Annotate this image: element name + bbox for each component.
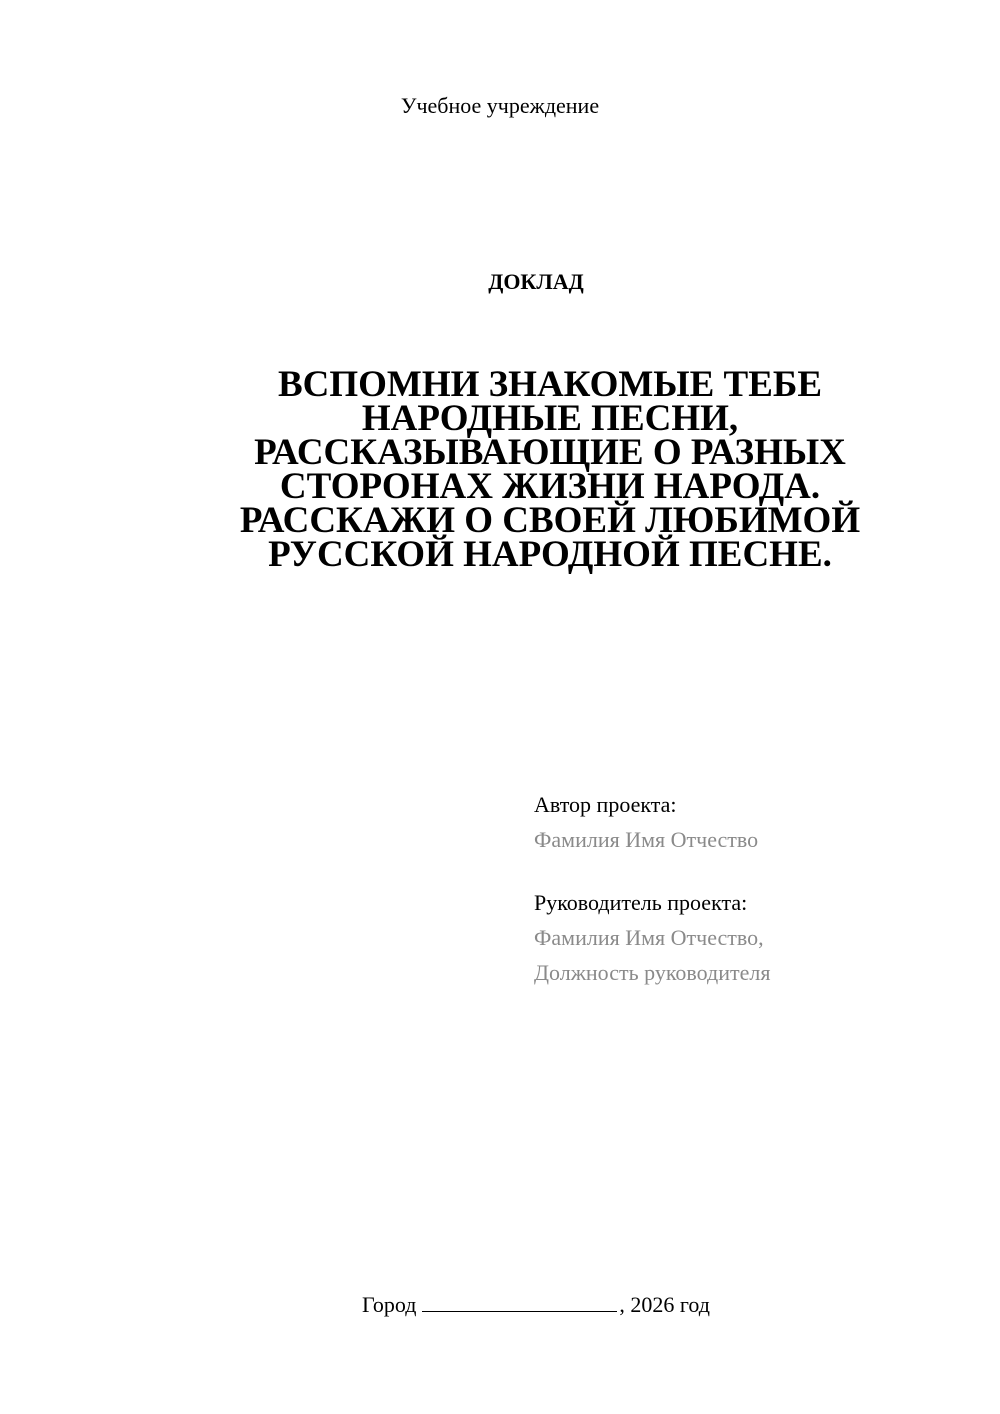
city-year-line: [0, 1290, 1000, 1320]
supervisor-name: Фамилия Имя Отчество,: [534, 925, 764, 950]
title-line: ВСПОМНИ ЗНАКОМЫЕ ТЕБЕ: [277, 364, 823, 405]
supervisor-position: Должность руководителя: [534, 960, 771, 985]
city-label: Город: [362, 1292, 417, 1317]
title-line: РАССКАЖИ О СВОЕЙ ЛЮБИМОЙ: [239, 500, 861, 541]
city-blank-line: [422, 1290, 617, 1312]
document-type: ДОКЛАД: [488, 269, 584, 294]
document-title: [140, 364, 960, 575]
supervisor-label: Руководитель проекта:: [534, 890, 748, 915]
title-line: РАССКАЗЫВАЮЩИЕ О РАЗНЫХ: [254, 432, 846, 473]
institution-name: Учебное учреждение: [400, 93, 600, 118]
author-label: Автор проекта:: [534, 792, 677, 817]
title-line: НАРОДНЫЕ ПЕСНИ,: [361, 398, 739, 439]
author-name: Фамилия Имя Отчество: [534, 827, 759, 852]
spacer: [534, 857, 974, 885]
signature-block: [534, 787, 974, 990]
year-text: , 2026 год: [619, 1292, 710, 1317]
title-line: СТОРОНАХ ЖИЗНИ НАРОДА.: [279, 466, 821, 507]
title-line: РУССКОЙ НАРОДНОЙ ПЕСНЕ.: [268, 534, 832, 575]
